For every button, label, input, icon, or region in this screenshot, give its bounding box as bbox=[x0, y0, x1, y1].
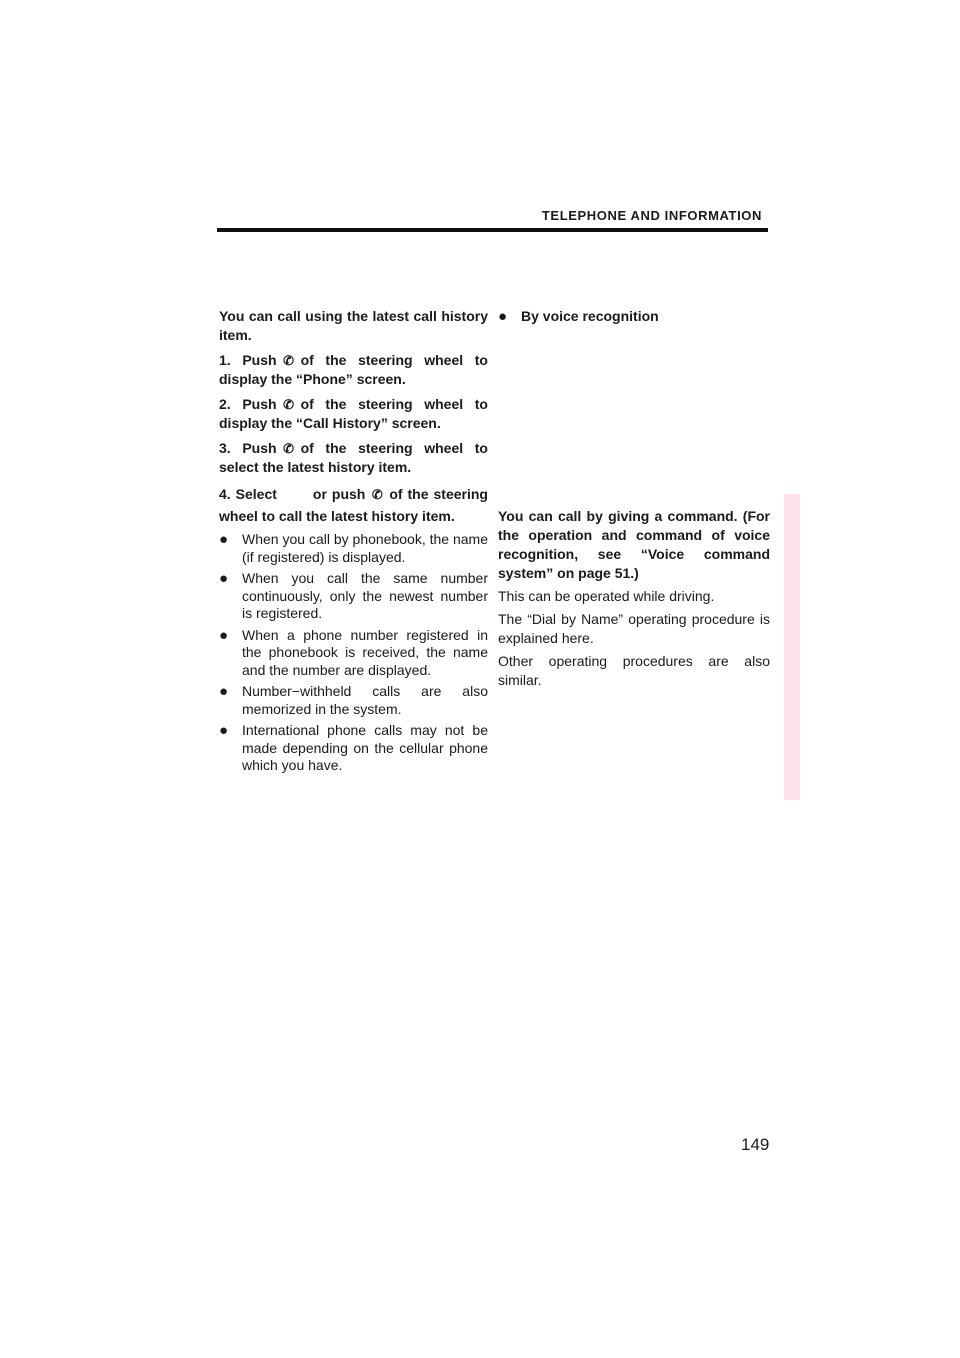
body-paragraph: Other operating procedures are also similar. bbox=[498, 653, 770, 688]
section-side-tab bbox=[784, 494, 800, 800]
phone-icon: ✆ bbox=[283, 397, 295, 412]
step-3: 3. Push ✆ of the steering wheel to select the latest history item. bbox=[219, 440, 488, 475]
right-column bbox=[498, 307, 770, 690]
phone-icon: ✆ bbox=[371, 487, 383, 502]
phone-icon: ✆ bbox=[283, 441, 295, 456]
body-paragraph: This can be operated while driving. bbox=[498, 588, 715, 604]
body-paragraph: The “Dial by Name” operating procedure is explained here. bbox=[498, 611, 770, 646]
bullet-item: ● International phone calls may not be made depending on the cellular phone which you have. bbox=[219, 722, 488, 773]
phone-icon: ✆ bbox=[283, 353, 295, 368]
header-title: TELEPHONE AND INFORMATION bbox=[541, 208, 762, 223]
bullet-dot: ● bbox=[219, 531, 229, 548]
bullet-item: ● When you call the same number continuously, only the newest number is registered. bbox=[219, 570, 488, 621]
voice-intro-text: You can call by giving a command. (For the operation and command of voice recognition, see “Voice command system” on page 51.) bbox=[498, 508, 770, 581]
bullet-item: ● Number−withheld calls are also memorized in the system. bbox=[219, 683, 488, 717]
bullet-dot: ● bbox=[219, 683, 229, 700]
bullet-item: ● When a phone number registered in the phonebook is received, the name and the number are displayed. bbox=[219, 626, 488, 678]
bullet-dot: ● bbox=[219, 626, 229, 644]
page-number: 149 bbox=[741, 1135, 770, 1154]
header-rule bbox=[217, 228, 768, 232]
step-2: 2. Push ✆ of the steering wheel to display the “Call History” screen. bbox=[219, 396, 488, 431]
bullet-dot: ● bbox=[219, 722, 229, 739]
bullet-item: ● When you call by phonebook, the name (if registered) is displayed. bbox=[219, 531, 488, 565]
intro-text: You can call using the latest call history item. bbox=[219, 308, 488, 343]
left-column bbox=[219, 307, 488, 775]
section-heading: ● By voice recognition bbox=[498, 308, 659, 325]
step-1: 1. Push ✆ of the steering wheel to display the “Phone” screen. bbox=[219, 352, 488, 387]
step-4: 4. Select or push ✆ of the steering wheel to call the latest history item. bbox=[219, 486, 488, 524]
bullet-dot: ● bbox=[219, 570, 229, 587]
bullet-dot: ● bbox=[498, 308, 508, 325]
